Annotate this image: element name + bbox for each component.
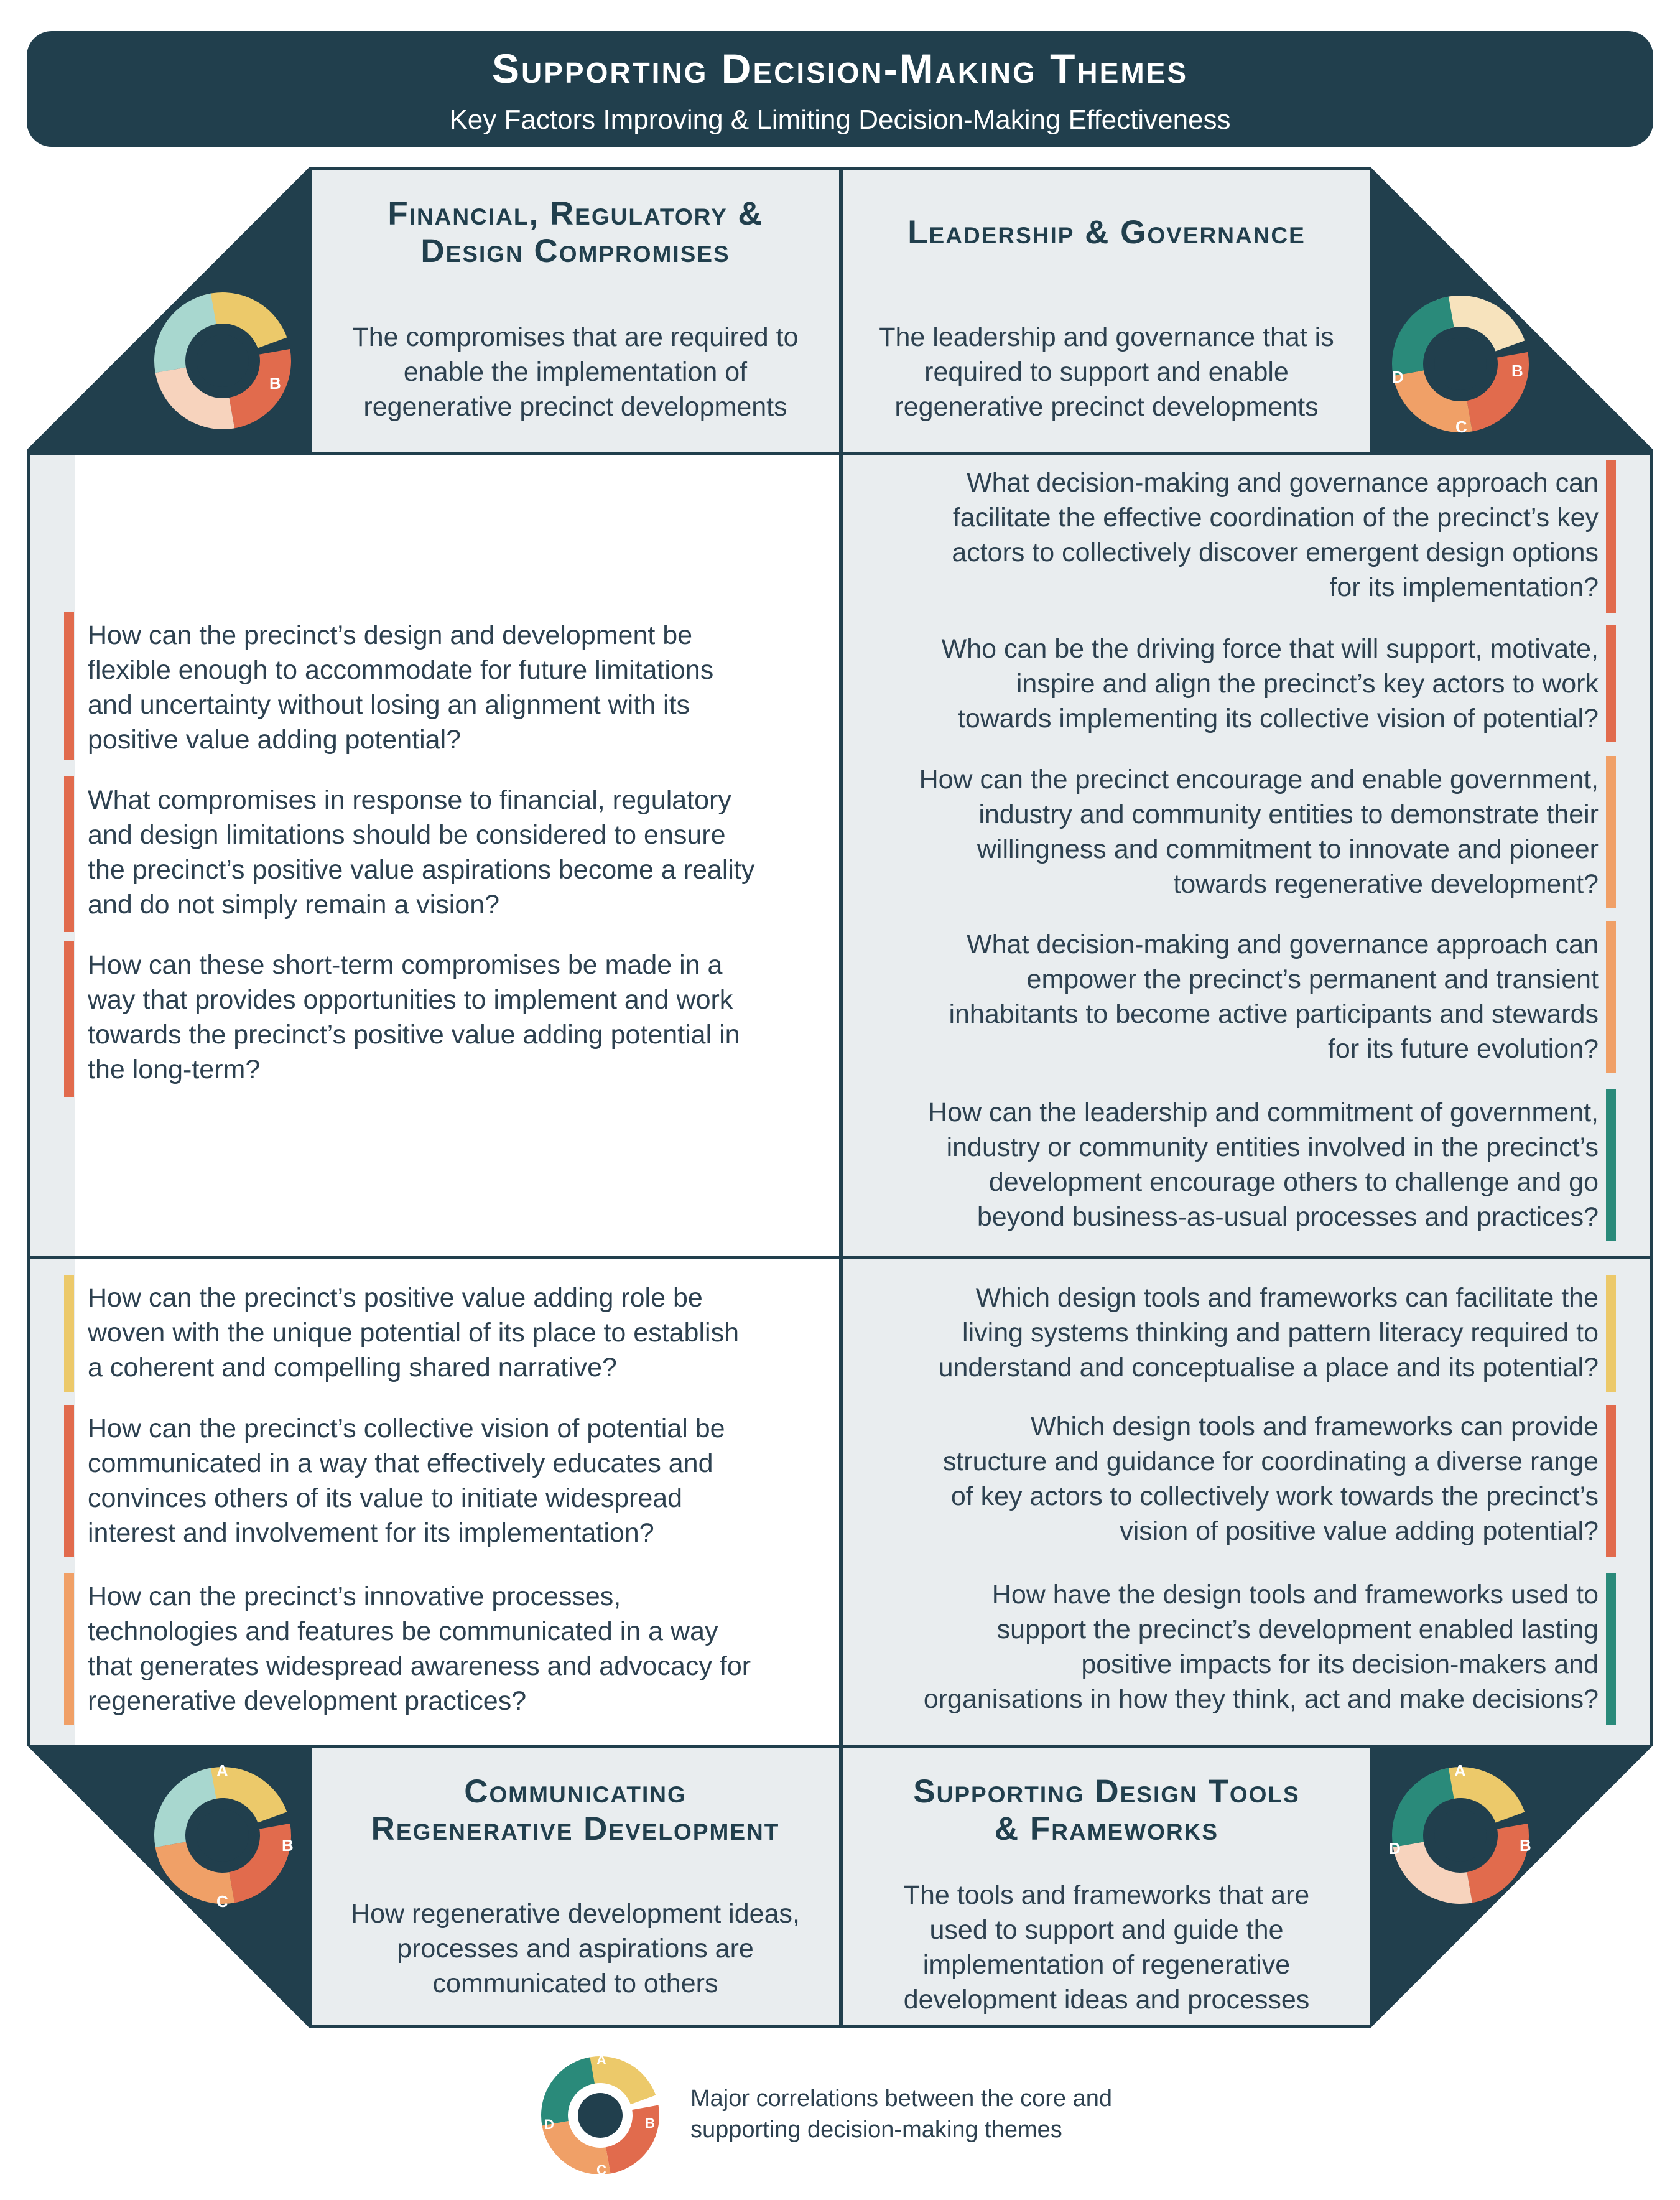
- theme-correlation-icon: [1373, 277, 1548, 451]
- svg-text:A: A: [1454, 1761, 1466, 1780]
- financial-header-panel: [312, 170, 839, 452]
- leadership-question-1: What decision-making and governance approach can facilitate the effective coordination of the precinct’s key actors to collectively discover emergent design options for its implementation?: [952, 468, 1599, 602]
- communicating-header-panel: [312, 1748, 839, 2025]
- leadership-question-3: How can the precinct encourage and enable government, industry and community entities to demonstrate their willingness and commitment to innovate and pioneer towards regenerative development?: [919, 765, 1599, 899]
- leadership-question-4: What decision-making and governance approach can empower the precinct’s permanent and transient inhabitants to become active participants and stewards for its future evolution?: [949, 930, 1599, 1064]
- communicating-theme-title: Communicating Regenerative Development: [371, 1773, 780, 1847]
- svg-text:B: B: [269, 374, 281, 393]
- leadership-theme-description: The leadership and governance that is required to support and enable regenerative precinct developments: [879, 322, 1334, 422]
- legend-label: Major correlations between the core and supporting decision-making themes: [690, 2086, 1113, 2143]
- tools-header-panel: [843, 1748, 1370, 2025]
- leadership-theme-title: Leadership & Governance: [907, 214, 1306, 251]
- financial-theme-title: Financial, Regulatory & Design Compromises: [388, 195, 763, 269]
- financial-question-2: What compromises in response to financial, regulatory and design limitations should be considered to ensure the precinct’s positive value aspirations become a reality and do not simply remain a vision?: [88, 785, 755, 920]
- tools-question-2: Which design tools and frameworks can provide structure and guidance for coordinating a diverse range of key actors to collectively work towards the precinct’s vision of positive value adding potential?: [942, 1412, 1599, 1546]
- svg-text:A: A: [596, 2052, 606, 2067]
- svg-text:A: A: [216, 1761, 228, 1780]
- svg-text:D: D: [544, 2117, 554, 2132]
- communicating-question-3: How can the precinct’s innovative processes, technologies and features be communicated in a way that generates widespread awareness and advocacy for regenerative development practices?: [88, 1582, 751, 1716]
- theme-correlation-icon: [136, 1748, 310, 1923]
- tools-question-1: Which design tools and frameworks can facilitate the living systems thinking and pattern literacy required to understand and conceptualise a place and its potential?: [938, 1283, 1599, 1382]
- tools-theme-title: Supporting Design Tools & Frameworks: [913, 1773, 1300, 1847]
- svg-text:D: D: [1389, 1839, 1401, 1858]
- svg-text:C: C: [1455, 417, 1467, 436]
- svg-text:B: B: [1511, 361, 1523, 380]
- tools-question-3: How have the design tools and frameworks used to support the precinct’s development enabled lasting positive impacts for its decision-makers and organisations in how they think, act and make decisions?: [923, 1580, 1599, 1714]
- page-header: [27, 31, 1653, 147]
- theme-correlation-icon: [1373, 1748, 1548, 1923]
- legend-icon: [532, 2047, 669, 2184]
- svg-text:B: B: [282, 1836, 294, 1855]
- leadership-question-5: How can the leadership and commitment of government, industry or community entities involved in the precinct’s development encourage others to challenge and go beyond business-as-usual processes and practices?: [928, 1098, 1599, 1232]
- svg-text:B: B: [1520, 1836, 1531, 1855]
- tools-theme-description: The tools and frameworks that are used to support and guide the implementation of regenerative development ideas and processes: [903, 1880, 1310, 2015]
- page-subtitle: Key Factors Improving & Limiting Decision-Making Effectiveness: [449, 105, 1231, 135]
- theme-correlation-icon: [136, 274, 310, 448]
- communicating-question-2: How can the precinct’s collective vision of potential be communicated in a way that effectively educates and convinces others of its value to initiate widespread interest and involvement for its implementation?: [88, 1414, 725, 1548]
- financial-question-3: How can these short-term compromises be made in a way that provides opportunities to implement and work towards the precinct’s positive value adding potential in the long-term?: [88, 950, 740, 1084]
- leadership-question-2: Who can be the driving force that will support, motivate, inspire and align the precinct’s key actors to work towards implementing its collective vision of potential?: [941, 634, 1599, 734]
- communicating-theme-description: How regenerative development ideas, processes and aspirations are communicated to others: [351, 1899, 800, 1998]
- svg-text:B: B: [645, 2115, 655, 2131]
- financial-question-1: How can the precinct’s design and development be flexible enough to accommodate for future limitations and uncertainty without losing an alignment with its positive value adding potential?: [88, 620, 714, 755]
- svg-text:C: C: [596, 2162, 606, 2178]
- financial-theme-description: The compromises that are required to enable the implementation of regenerative precinct developments: [352, 322, 799, 422]
- svg-text:C: C: [216, 1892, 228, 1911]
- communicating-question-1: How can the precinct’s positive value adding role be woven with the unique potential of its place to establish a coherent and compelling shared narrative?: [88, 1283, 739, 1382]
- svg-text:D: D: [1392, 368, 1404, 386]
- page-title: Supporting Decision-Making Themes: [491, 45, 1189, 91]
- leadership-header-panel: [843, 170, 1370, 452]
